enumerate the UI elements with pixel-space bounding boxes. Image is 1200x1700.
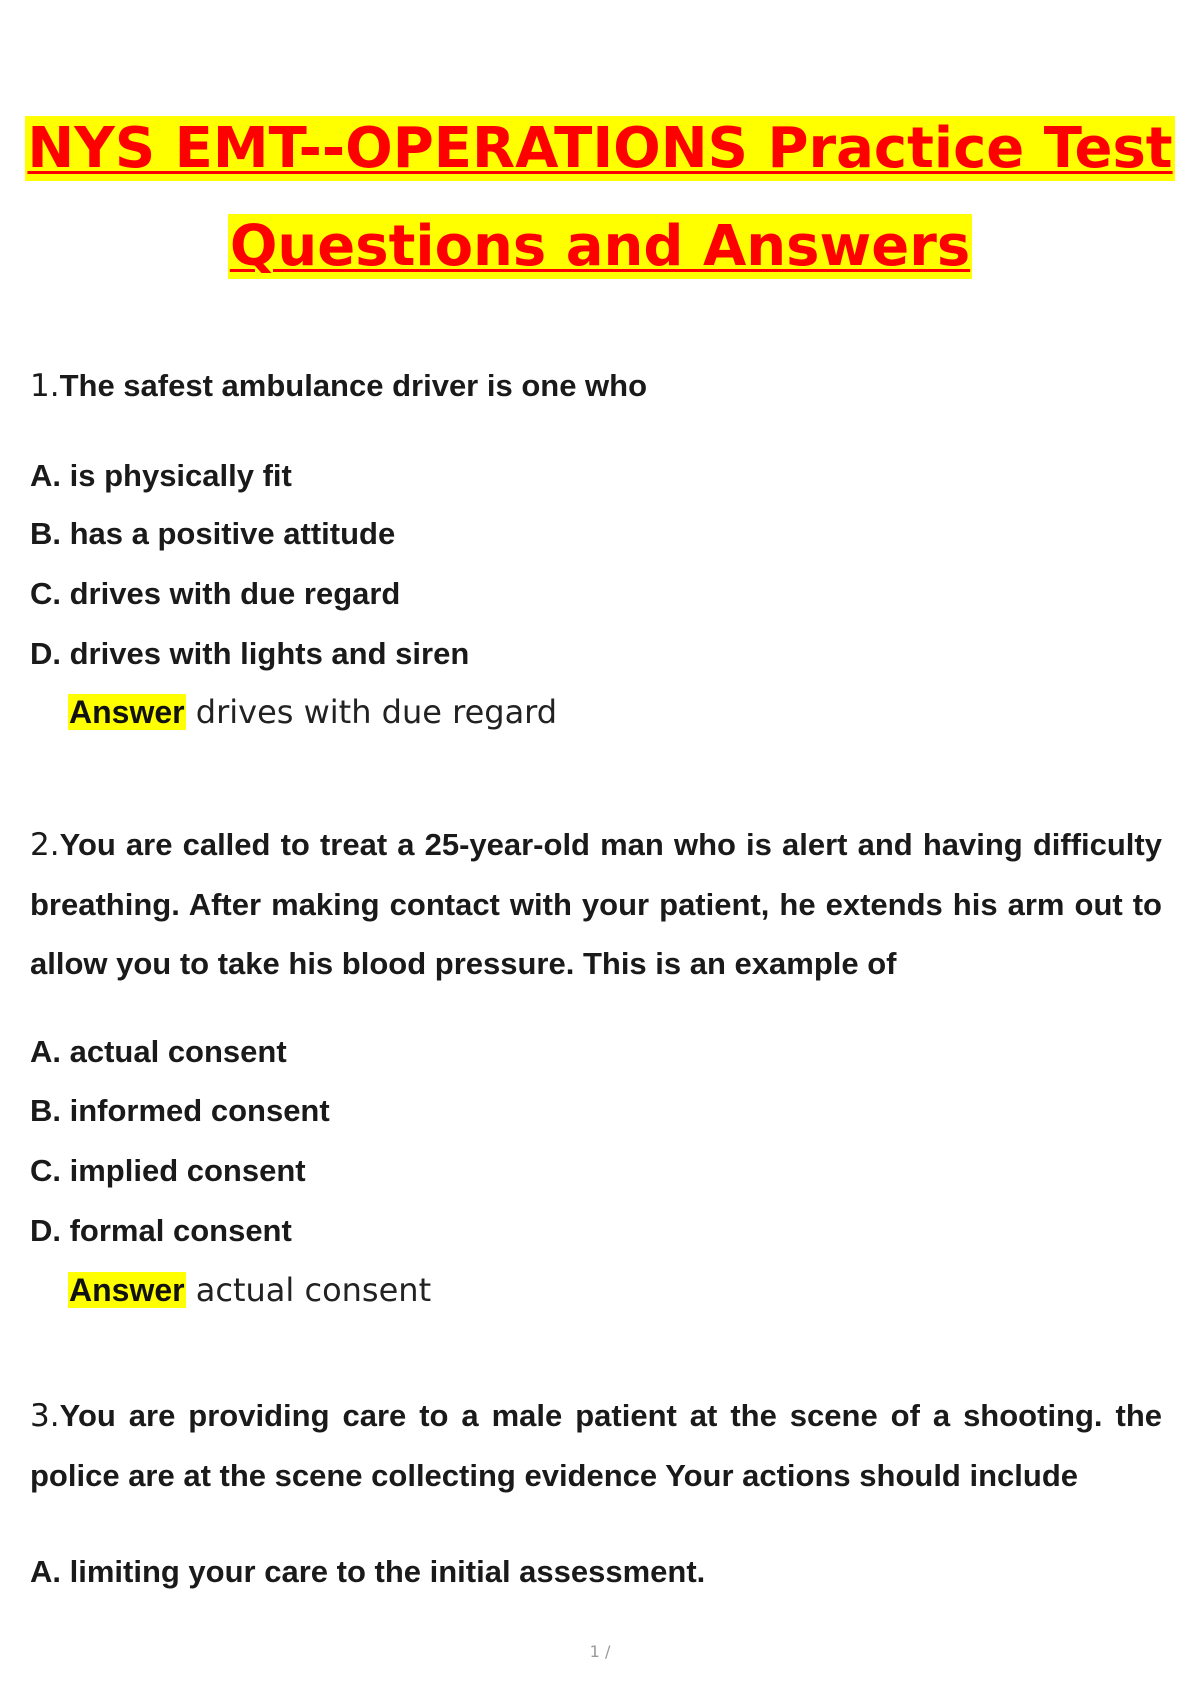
question-2-option-b: B. informed consent xyxy=(30,1093,330,1128)
page-number: 1 / xyxy=(589,1642,611,1661)
question-2-text xyxy=(30,815,1162,993)
question-3-option-a: A. limiting your care to the initial assessment. xyxy=(30,1554,706,1589)
question-number: 3. xyxy=(30,1398,60,1434)
answer-label: Answer xyxy=(69,1272,185,1308)
question-number: 2. xyxy=(30,827,60,863)
question-number: 1. xyxy=(30,368,60,404)
answer-label: Answer xyxy=(69,694,185,730)
question-1-option-a: A. is physically fit xyxy=(30,458,292,493)
question-stem: You are called to treat a 25-year-old man who is alert and having difficulty breathing. After making contact with your patient, he extends his arm out to allow you to take his blood pressure. This is an example of xyxy=(30,827,1162,981)
question-2-option-c: C. implied consent xyxy=(30,1153,306,1188)
question-stem: You are providing care to a male patient at the scene of a shooting. the police are at the scene collecting evidence Your actions should include xyxy=(30,1398,1162,1493)
question-2-answer xyxy=(68,1270,431,1310)
question-2-option-d: D. formal consent xyxy=(30,1213,292,1248)
answer-text: actual consent xyxy=(195,1271,432,1309)
question-1-text xyxy=(30,356,1162,416)
question-1-option-b: B. has a positive attitude xyxy=(30,516,396,551)
document-title-line-2: Questions and Answers xyxy=(229,214,971,279)
question-2-option-a: A. actual consent xyxy=(30,1034,287,1069)
question-1-answer xyxy=(68,692,557,732)
document-title-line-1: NYS EMT--OPERATIONS Practice Test xyxy=(27,116,1173,181)
question-stem: The safest ambulance driver is one who xyxy=(59,368,648,403)
answer-text: drives with due regard xyxy=(195,693,558,731)
question-1-option-d: D. drives with lights and siren xyxy=(30,636,470,671)
question-3-text xyxy=(30,1386,1162,1505)
question-1-option-c: C. drives with due regard xyxy=(30,576,401,611)
